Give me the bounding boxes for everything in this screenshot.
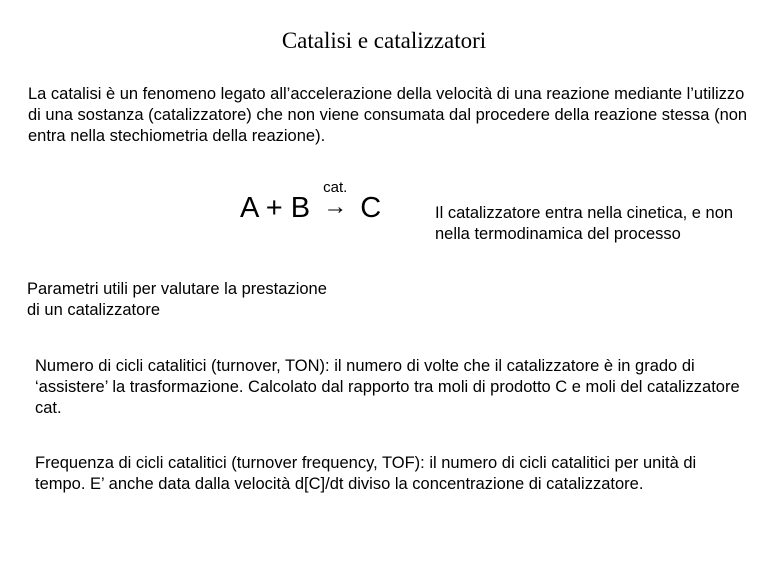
reaction-equation: [240, 179, 382, 230]
arrow-label: cat.: [323, 179, 348, 196]
equation-product: C: [360, 192, 382, 224]
reaction-arrow-icon: →: [323, 193, 348, 220]
intro-paragraph: La catalisi è un fenomeno legato all’accelerazione della velocità di una reazione mediante l’utilizzo di una sostanza (catalizzatore) che non viene consumata dal procedere della reazione stessa (non entra nella stechiometria della reazione).: [28, 85, 748, 145]
ton-paragraph: Numero di cicli catalitici (turnover, TON): il numero di volte che il catalizzatore è in grado di ‘assistere’ la trasformazione. Calcolato dal rapporto tra moli di prodotto C e moli del catalizzatore cat.: [35, 357, 740, 417]
reaction-arrow-group: [318, 179, 352, 232]
parameters-heading: Parametri utili per valutare la prestazione di un catalizzatore: [27, 280, 327, 319]
slide-title: Catalisi e catalizzatori: [281, 28, 487, 53]
catalyst-note: Il catalizzatore entra nella cinetica, e non nella termodinamica del processo: [435, 204, 734, 243]
equation-reactants: A + B: [240, 192, 311, 224]
tof-paragraph: Frequenza di cicli catalitici (turnover frequency, TOF): il numero di cicli catalitici per unità di tempo. E’ anche data dalla velocità d[C]/dt diviso la concentrazione di catalizzatore.: [35, 454, 697, 493]
